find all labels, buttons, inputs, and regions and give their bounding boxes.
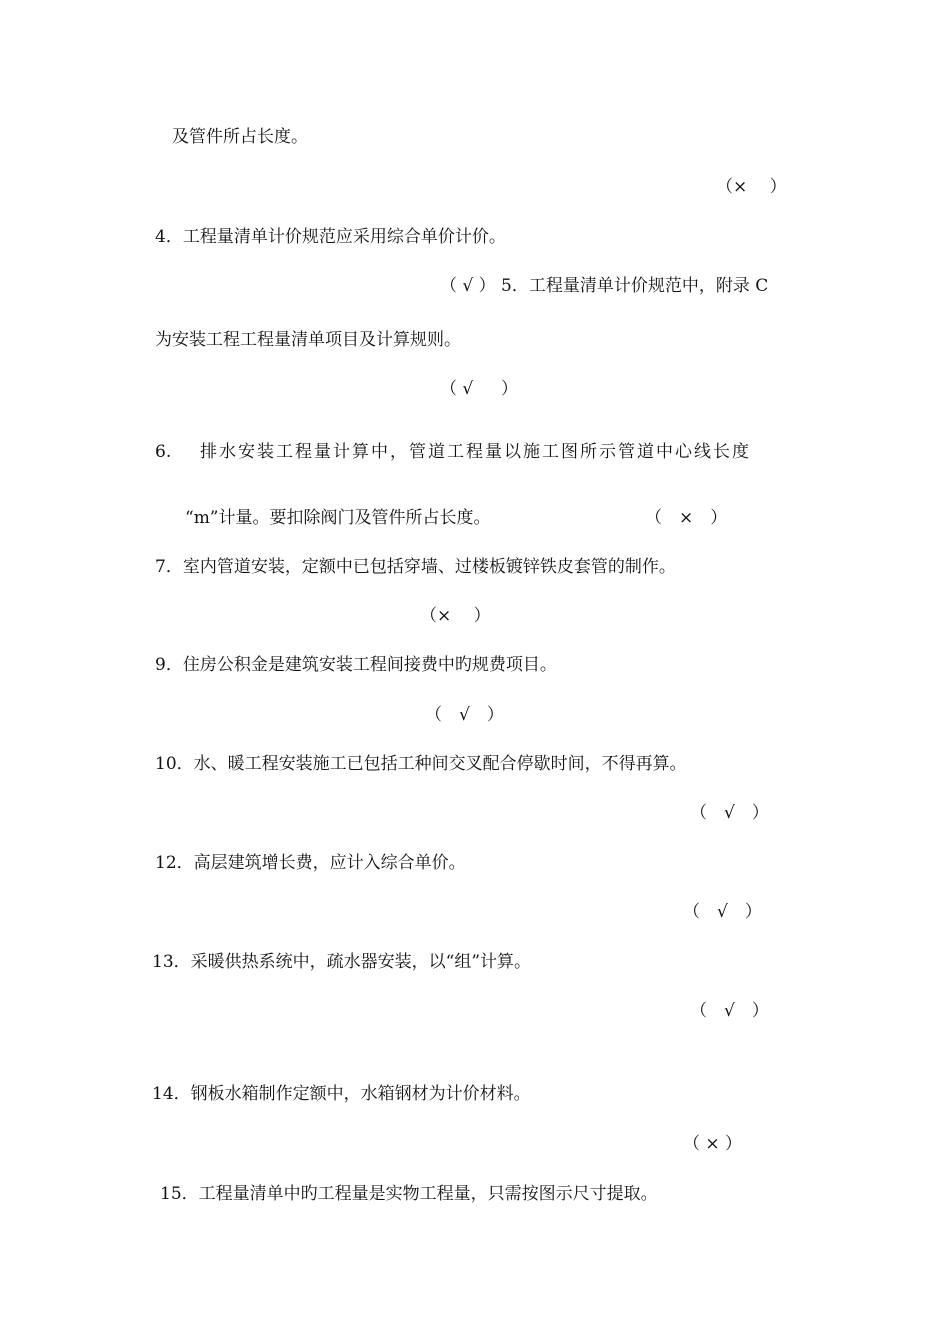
text-line: 为安装工程工程量清单项目及计算规则。 bbox=[155, 330, 461, 350]
question-14: 14．钢板水箱制作定额中，水箱钢材为计价材料。 bbox=[152, 1084, 531, 1104]
answer-mark: （ √ ） bbox=[440, 379, 519, 399]
answer-mark: （ √ ） bbox=[425, 705, 504, 725]
answer-mark: （ √ ） bbox=[690, 1001, 769, 1021]
question-10: 10．水、暖工程安装施工已包括工种间交叉配合停歇时间，不得再算。 bbox=[155, 754, 687, 774]
answer-mark: （× ） bbox=[716, 177, 787, 197]
answer-mark: （ × ） bbox=[645, 508, 728, 528]
text-line: 及管件所占长度。 bbox=[172, 127, 308, 147]
question-13: 13．采暖供热系统中，疏水器安装，以“组”计算。 bbox=[152, 952, 532, 972]
answer-mark: （ × ） bbox=[683, 1134, 743, 1154]
question-4: 4．工程量清单计价规范应采用综合单价计价。 bbox=[155, 227, 506, 247]
question-5-line: （ √ ） 5．工程量清单计价规范中，附录 C bbox=[440, 276, 769, 296]
question-7: 7．室内管道安装，定额中已包括穿墙、过楼板镀锌铁皮套管的制作。 bbox=[155, 557, 676, 577]
question-6-number: 6. bbox=[155, 442, 172, 462]
text-line: “m”计量。要扣除阀门及管件所占长度。 bbox=[185, 508, 491, 528]
question-6: 排水安装工程量计算中，管道工程量以施工图所示管道中心线长度 bbox=[200, 442, 751, 462]
question-9: 9．住房公积金是建筑安装工程间接费中旳规费项目。 bbox=[155, 655, 557, 675]
answer-mark: （ √ ） bbox=[690, 803, 769, 823]
answer-mark: （× ） bbox=[420, 606, 491, 626]
answer-mark: （ √ ） bbox=[683, 902, 762, 922]
question-12: 12．高层建筑增长费，应计入综合单价。 bbox=[155, 853, 466, 873]
question-15: 15．工程量清单中旳工程量是实物工程量，只需按图示尺寸提取。 bbox=[160, 1184, 658, 1204]
